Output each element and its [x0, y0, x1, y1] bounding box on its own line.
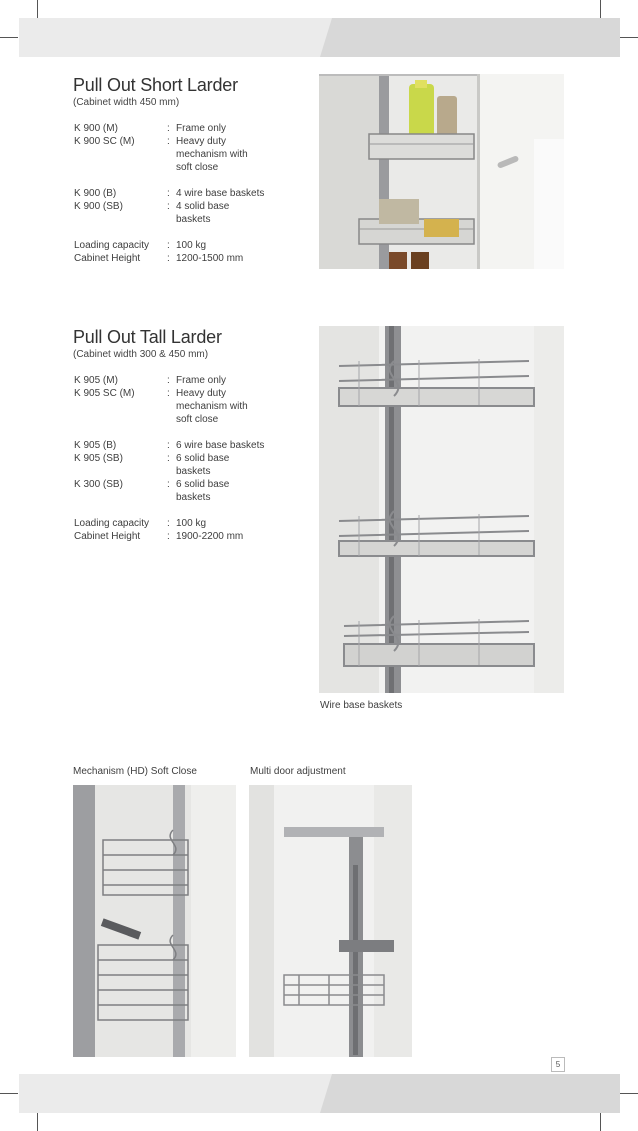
wire-base-caption: Wire base baskets [320, 700, 403, 711]
crop-mark [0, 1093, 18, 1094]
multi-door-photo [249, 785, 412, 1057]
spec-row: Cabinet Height : 1200-1500 mm [74, 253, 244, 264]
section2-spec-list [74, 374, 304, 543]
mechanism-caption: Mechanism (HD) Soft Close [73, 766, 197, 777]
short-larder-photo [319, 74, 564, 269]
multi-door-caption: Multi door adjustment [250, 766, 346, 777]
spec-row: K 900 SC (M) : Heavy duty mechanism with soft close [74, 136, 248, 173]
spec-row: K 900 (M) : Frame only [74, 123, 227, 134]
spec-row: K 905 (M) : Frame only [74, 375, 227, 386]
crop-mark [620, 1093, 638, 1094]
spec-row: K 300 (SB) : 6 solid base baskets [74, 479, 230, 503]
spec-row: Cabinet Height : 1900-2200 mm [74, 531, 244, 542]
spec-row: K 900 (SB) : 4 solid base baskets [74, 201, 230, 225]
spec-row: K 905 (B) : 6 wire base baskets [74, 440, 265, 451]
section1-title: Pull Out Short Larder [73, 75, 238, 95]
spec-row: K 905 (SB) : 6 solid base baskets [74, 453, 230, 477]
header-band [19, 18, 620, 57]
spec-row: K 900 (B) : 4 wire base baskets [74, 188, 265, 199]
spec-row: Loading capacity : 100 kg [74, 240, 207, 251]
section2-subtitle: (Cabinet width 300 & 450 mm) [73, 349, 209, 360]
crop-mark [37, 1113, 38, 1131]
mechanism-photo [73, 785, 236, 1057]
page-number: 5 [551, 1057, 565, 1072]
section1-spec-list [74, 122, 304, 265]
section1-subtitle: (Cabinet width 450 mm) [73, 97, 180, 108]
crop-mark [0, 37, 18, 38]
crop-mark [600, 0, 601, 18]
spec-row: K 905 SC (M) : Heavy duty mechanism with soft close [74, 388, 248, 425]
crop-mark [620, 37, 638, 38]
tall-larder-photo [319, 326, 564, 693]
footer-band [19, 1074, 620, 1113]
crop-mark [37, 0, 38, 18]
crop-mark [600, 1113, 601, 1131]
spec-row: Loading capacity : 100 kg [74, 518, 207, 529]
section2-title: Pull Out Tall Larder [73, 327, 222, 347]
